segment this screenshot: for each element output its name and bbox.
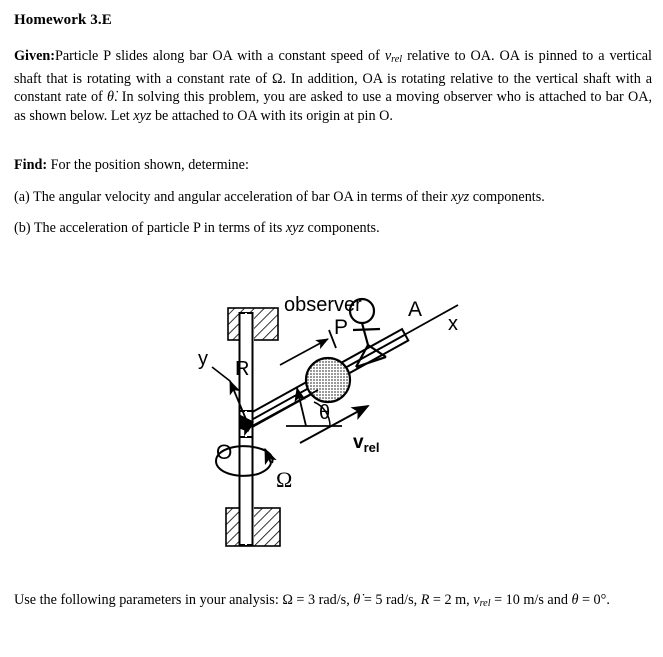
item-a-text-after: components.	[469, 189, 545, 205]
given-text-s4: . In solving this problem, you are asked to use a moving observer who is attached to bar OA, as shown below. Let	[14, 89, 652, 125]
item-b-text-before: The acceleration of particle P in terms of its	[30, 220, 286, 236]
item-a-marker: (a)	[14, 189, 30, 205]
label-A: A	[408, 298, 423, 321]
given-var-vrel: v	[384, 48, 392, 64]
parameters-theta-value: = 0°.	[578, 592, 610, 608]
parameters-R-symbol: R	[420, 592, 430, 608]
find-text: For the position shown, determine:	[47, 157, 249, 173]
label-R: R	[235, 358, 250, 380]
given-var-xyz: xyz	[133, 108, 152, 125]
parameters-vrel-sub: rel	[479, 598, 491, 610]
item-b-text-after: components.	[303, 220, 380, 236]
given-text-s3: . In addition, OA is rotating relative to the vertical shaft with a constant rate of	[14, 70, 652, 106]
given-text-s5: be attached to OA with its origin at pin O.	[151, 108, 393, 125]
parameters-paragraph	[14, 591, 654, 614]
mechanics-diagram	[190, 283, 490, 568]
parameters-lead: Use the following parameters in your analysis:	[14, 592, 283, 608]
given-var-vrel-sub: rel	[391, 54, 403, 66]
given-var-omega: Ω	[271, 70, 283, 87]
label-theta: θ	[319, 402, 331, 424]
parameters-vrel-value: = 10 m/s	[490, 592, 544, 608]
diagram-svg	[190, 283, 490, 568]
label-vrel-sub: rel	[363, 440, 380, 455]
find-paragraph	[14, 156, 514, 175]
parameters-theta-lead: and	[547, 592, 572, 608]
find-item-b	[14, 219, 654, 238]
label-vrel	[353, 432, 379, 455]
given-text-s1: Particle P slides along bar OA with a constant speed of	[54, 48, 385, 64]
parameters-thetadot-symbol: θ̇	[353, 592, 361, 608]
parameters-omega-value: = 3 rad/s,	[292, 592, 354, 608]
find-label: Find:	[14, 157, 48, 173]
item-a-text-before: The angular velocity and angular acceleration of bar OA in terms of their	[29, 189, 452, 205]
item-b-marker: (b)	[14, 220, 31, 236]
label-vrel-symbol: v	[353, 432, 364, 453]
find-item-a	[14, 188, 654, 207]
parameters-thetadot-value: = 5 rad/s,	[360, 592, 421, 608]
item-a-var-xyz: xyz	[451, 189, 470, 205]
label-x-axis: x	[448, 313, 458, 335]
page-title: Homework 3.E	[14, 12, 112, 28]
label-P: P	[334, 316, 349, 339]
label-y-axis: y	[198, 348, 208, 370]
item-b-var-xyz: xyz	[285, 220, 304, 236]
given-var-thetadot: θ̇	[107, 89, 114, 106]
parameters-R-value: = 2 m,	[429, 592, 474, 608]
parameters-theta-symbol: θ	[571, 592, 579, 608]
given-label: Given:	[14, 48, 55, 64]
parameters-omega-symbol: Ω	[282, 592, 293, 608]
label-observer: observer	[284, 294, 362, 316]
label-omega: Ω	[276, 467, 293, 492]
particle-P	[306, 358, 350, 402]
given-text-s2: relative to OA. OA is pinned to a vertical shaft that is rotating with a constant rate of	[14, 48, 652, 87]
parameters-vrel-symbol: v	[473, 592, 480, 608]
given-paragraph	[14, 47, 652, 126]
label-O: O	[216, 441, 233, 464]
